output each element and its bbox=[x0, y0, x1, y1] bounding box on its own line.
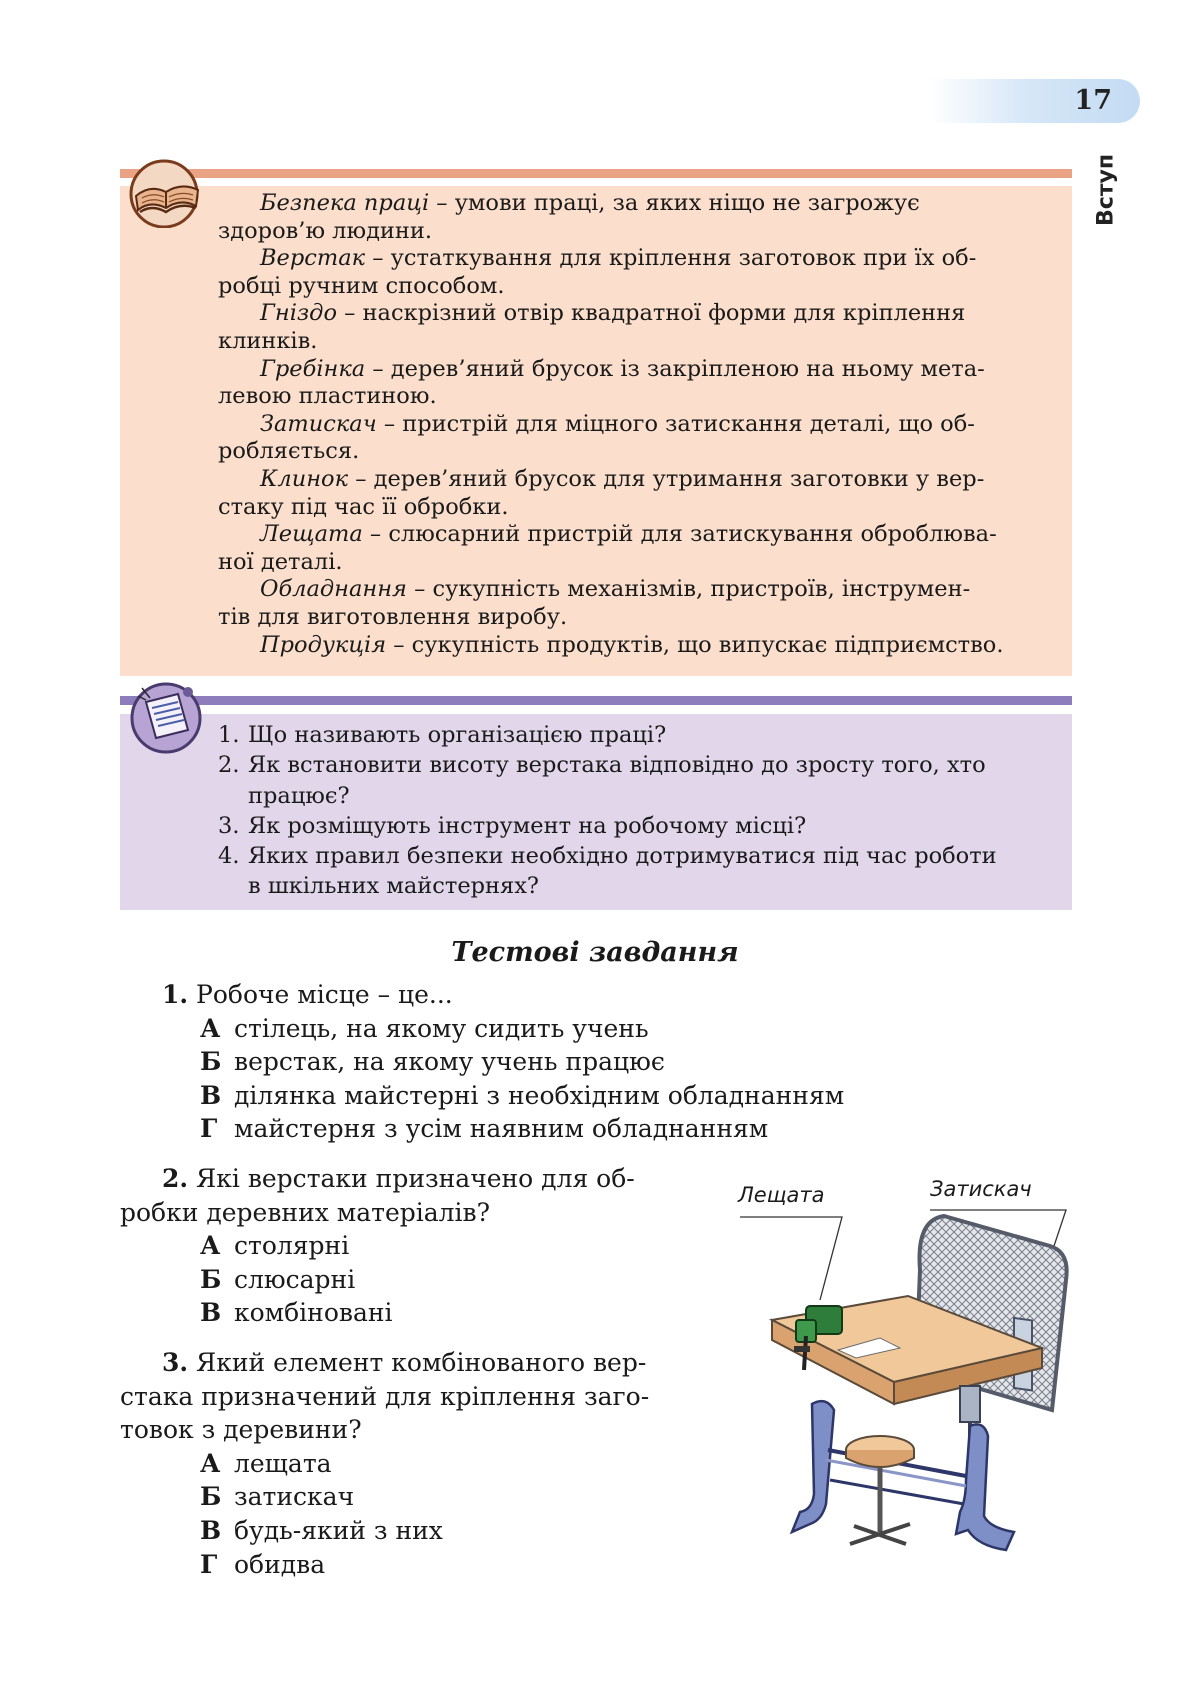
glossary-term: Безпека праці bbox=[260, 190, 430, 216]
glossary-definition: – дерев’яний брусок із закріпленою на ньому мета- bbox=[365, 355, 985, 382]
section-label-text: Вступ bbox=[1093, 153, 1119, 227]
glossary-term: Гніздо bbox=[260, 300, 337, 327]
glossary-entry-3a bbox=[218, 300, 1044, 328]
glossary-entry-1b: здоров’ю людини. bbox=[218, 217, 433, 244]
question-text: Що називають організацією праці? bbox=[248, 722, 667, 748]
test-question-number: 2. bbox=[162, 1164, 189, 1193]
answer-text: комбіновані bbox=[234, 1298, 393, 1328]
glossary-definition: – умови праці, за яких ніщо не загрожує bbox=[429, 190, 920, 216]
glossary-term: Гребінка bbox=[260, 355, 366, 382]
question-text: Яких правил безпеки необхідно дотримуватися під час роботи bbox=[248, 843, 997, 870]
answer-text: верстак, на якому учень працює bbox=[234, 1047, 665, 1077]
question-number: 3. bbox=[218, 812, 240, 839]
left-leg bbox=[792, 1401, 834, 1532]
glossary-entry-8a bbox=[218, 576, 1044, 604]
questions-list bbox=[218, 720, 1044, 902]
test-question-text bbox=[120, 1346, 714, 1380]
glossary-term: Затискач bbox=[260, 410, 377, 437]
glossary-entry-1a bbox=[218, 190, 1044, 218]
answer-option bbox=[120, 1263, 714, 1297]
question-text: Як розміщують інструмент на робочому місці? bbox=[248, 812, 807, 839]
glossary-definition: – сукупність продуктів, що випускає підприємство. bbox=[386, 631, 1004, 658]
answer-text: слюсарні bbox=[234, 1264, 356, 1294]
answer-text: лещата bbox=[234, 1448, 332, 1478]
answer-option bbox=[120, 1480, 714, 1514]
glossary-entry-3b: клинків. bbox=[218, 327, 318, 354]
glossary-term: Верстак bbox=[260, 245, 366, 272]
glossary-entry-4b: левою пластиною. bbox=[218, 383, 437, 410]
answer-option bbox=[120, 1079, 1020, 1113]
question-text: Як встановити висоту верстака відповідно до зросту того, хто bbox=[248, 752, 986, 779]
glossary-definition: – слюсарний пристрій для затискування оброблюва- bbox=[362, 521, 997, 548]
glossary-entry-4a bbox=[218, 356, 1044, 384]
test-question-number: 1. bbox=[162, 980, 189, 1009]
tests-heading: Тестові завдання bbox=[451, 937, 739, 968]
answer-letter: Б bbox=[200, 1264, 222, 1294]
answer-option bbox=[120, 1514, 714, 1548]
glossary-top-rule bbox=[120, 169, 1072, 178]
workbench-illustration bbox=[730, 1160, 1085, 1570]
section-label bbox=[1090, 150, 1122, 230]
answer-option bbox=[120, 1296, 714, 1330]
answer-letter: В bbox=[200, 1515, 222, 1545]
test-question-body: Які верстаки призначено для об- bbox=[188, 1164, 635, 1193]
stool bbox=[846, 1436, 914, 1544]
question-text-cont: працює? bbox=[248, 782, 350, 809]
questions-top-rule bbox=[120, 696, 1072, 705]
question-item bbox=[218, 811, 1044, 841]
glossary-entry-7b: ної деталі. bbox=[218, 548, 343, 575]
answer-letter: В bbox=[200, 1298, 222, 1328]
glossary-entry-8b: тів для виготовлення виробу. bbox=[218, 603, 568, 630]
answer-text: стілець, на якому сидить учень bbox=[234, 1013, 649, 1043]
glossary-entry-2a bbox=[218, 245, 1044, 273]
glossary-definition: – устаткування для кріплення заготовок при їх об- bbox=[365, 245, 977, 272]
test-question-body: Який елемент комбінованого вер- bbox=[188, 1348, 647, 1377]
question-number: 2. bbox=[218, 752, 240, 779]
label-clamp: Затискач bbox=[930, 1177, 1032, 1201]
answer-letter: В bbox=[200, 1080, 222, 1110]
glossary-entry-2b: робці ручним способом. bbox=[218, 272, 505, 299]
page-number: 17 bbox=[1074, 85, 1112, 116]
question-item bbox=[218, 750, 1044, 811]
glossary-entry-7a bbox=[218, 521, 1044, 549]
answer-letter: Г bbox=[200, 1549, 218, 1579]
glossary-definition: – наскрізний отвір квадратної форми для кріплення bbox=[337, 300, 966, 327]
answer-letter: Г bbox=[200, 1114, 218, 1144]
test-question-1 bbox=[120, 978, 1020, 1146]
answer-option bbox=[120, 1112, 1020, 1146]
test-question-number: 3. bbox=[162, 1348, 189, 1377]
answer-letter: А bbox=[200, 1013, 221, 1043]
glossary-definition: – дерев’яний брусок для утримання заготовки у вер- bbox=[348, 465, 985, 492]
test-question-text bbox=[120, 1162, 714, 1196]
answer-text: затискач bbox=[234, 1482, 355, 1512]
test-question-text bbox=[120, 978, 1020, 1012]
answer-text: майстерня з усім наявним обладнанням bbox=[234, 1114, 769, 1144]
question-item bbox=[218, 841, 1044, 902]
test-question-text-cont: робки деревних матеріалів? bbox=[120, 1197, 491, 1227]
glossary-definition: – пристрій для міцного затискання деталі, що об- bbox=[376, 410, 975, 437]
test-question-body: Робоче місце – це... bbox=[188, 980, 453, 1009]
glossary-text bbox=[218, 190, 1044, 659]
glossary-entry-6b: стаку під час її обробки. bbox=[218, 493, 509, 520]
answer-letter: Б bbox=[200, 1482, 222, 1512]
glossary-entry-5b: робляється. bbox=[218, 438, 360, 465]
glossary-entry-5a bbox=[218, 411, 1044, 439]
clamp-screw bbox=[960, 1386, 980, 1422]
answer-letter: А bbox=[200, 1231, 221, 1261]
test-question-2 bbox=[120, 1162, 714, 1330]
answer-text: столярні bbox=[234, 1231, 350, 1261]
glossary-entry-9a bbox=[218, 632, 1044, 660]
answer-option bbox=[120, 1229, 714, 1263]
question-number: 4. bbox=[218, 843, 240, 870]
glossary-term: Лещата bbox=[260, 521, 363, 548]
glossary-term: Обладнання bbox=[260, 576, 407, 603]
glossary-term: Клинок bbox=[260, 465, 349, 492]
question-item bbox=[218, 720, 1044, 750]
answer-option bbox=[120, 1447, 714, 1481]
answer-option bbox=[120, 1045, 1020, 1079]
answer-text: обидва bbox=[234, 1549, 326, 1579]
test-question-text-cont: товок з деревини? bbox=[120, 1415, 362, 1445]
test-question-text-cont: стака призначений для кріплення заго- bbox=[120, 1381, 650, 1411]
page-number-tab bbox=[930, 79, 1140, 123]
question-number: 1. bbox=[218, 722, 240, 748]
answer-letter: А bbox=[200, 1448, 221, 1478]
answer-option bbox=[120, 1548, 714, 1582]
scroll-icon bbox=[126, 678, 206, 756]
glossary-definition: – сукупність механізмів, пристроїв, інструмен- bbox=[406, 576, 971, 603]
answer-text: ділянка майстерні з необхідним обладнанням bbox=[234, 1080, 845, 1110]
leader-line-vise bbox=[740, 1217, 842, 1300]
glossary-entry-6a bbox=[218, 466, 1044, 494]
glossary-term: Продукція bbox=[260, 631, 387, 658]
question-text-cont: в шкільних майстернях? bbox=[248, 873, 539, 900]
answer-option bbox=[120, 1012, 1020, 1046]
answer-letter: Б bbox=[200, 1047, 222, 1077]
open-book-icon bbox=[126, 156, 206, 228]
answer-text: будь-який з них bbox=[234, 1515, 443, 1545]
label-vise: Лещата bbox=[738, 1183, 825, 1207]
test-question-3 bbox=[120, 1346, 714, 1581]
